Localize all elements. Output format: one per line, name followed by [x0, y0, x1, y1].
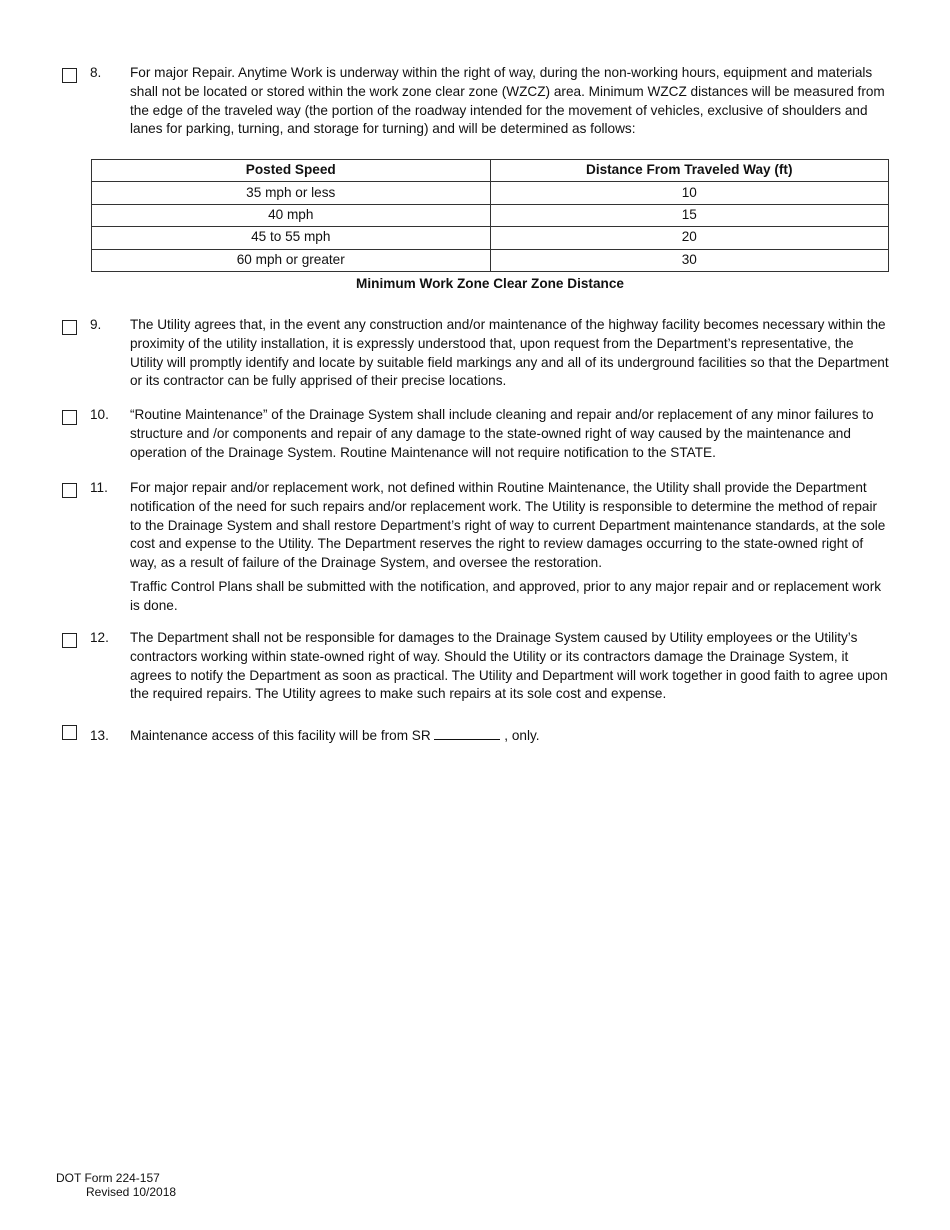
cell-speed: 40 mph [92, 204, 491, 226]
paragraph: The Department shall not be responsible for damages to the Drainage System caused by Utility employees or the Utility’s contractors working within state-owned right of way. Should the Utility or its contractors damage the Drainage System, it agrees to notify the Department as soon as practical. The Utility and Department will work together in good faith to agree upon the required repairs. The Utility agrees to make such repairs at its sole cost and expense. [130, 630, 888, 702]
header-posted-speed: Posted Speed [92, 160, 491, 182]
item-number: 12. [90, 630, 109, 645]
table-row [92, 204, 889, 226]
table-row [92, 249, 889, 271]
paragraph: “Routine Maintenance” of the Drainage System shall include cleaning and repair and/or replacement of any minor failures to structure and /or components and repair of any damage to the state-owned right of way caused by the maintenance and operation of the Drainage System. Routine Maintenance will not require notification to the STATE. [130, 407, 874, 460]
item-text [130, 629, 890, 704]
maintenance-access-text: Maintenance access of this facility will be from SR [130, 728, 431, 743]
table-header-row [92, 160, 889, 182]
checkbox-item-8[interactable] [62, 68, 77, 83]
paragraph: For major repair and/or replacement work, not defined within Routine Maintenance, the Utility shall provide the Department notification of the need for such repairs and/or replacement work. The Utility is responsible to determine the method of repair to the Drainage System and shall restore Department’s right of way to current Department maintenance standards, at the sole cost and expense to the Utility. The Department reserves the right to review damages occurring to the state-owned right of way, as a result of failure of the Drainage System, and oversee the restoration. [130, 480, 886, 571]
cell-speed: 35 mph or less [92, 182, 491, 204]
checkbox-item-12[interactable] [62, 633, 77, 648]
item-number: 11. [90, 480, 108, 495]
item-text [130, 406, 890, 462]
header-distance: Distance From Traveled Way (ft) [490, 160, 889, 182]
clear-zone-table [91, 159, 889, 272]
paragraph: For major Repair. Anytime Work is underway within the right of way, during the non-working hours, equipment and materials shall not be located or stored within the work zone clear zone (WZCZ) area. Minimum WZCZ distances will be measured from the edge of the traveled way (the portion of the roadway intended for the movement of vehicles, exclusive of shoulders and lanes for parking, turning, and storage for turning) and will be determined as follows: [130, 65, 885, 137]
form-number: DOT Form 224-157 [56, 1171, 160, 1185]
cell-distance: 10 [490, 182, 889, 204]
cell-distance: 20 [490, 227, 889, 249]
item-text [130, 64, 890, 139]
item-number: 9. [90, 317, 102, 332]
sr-blank-field[interactable] [434, 727, 500, 740]
form-footer [56, 1171, 176, 1199]
item-text [130, 479, 890, 616]
cell-distance: 30 [490, 249, 889, 271]
revision-date: Revised 10/2018 [86, 1185, 177, 1199]
table-row [92, 182, 889, 204]
table-row [92, 227, 889, 249]
item-text [130, 316, 890, 391]
maintenance-access-suffix: , only. [504, 728, 540, 743]
checkbox-item-13[interactable] [62, 725, 77, 740]
checkbox-item-11[interactable] [62, 483, 77, 498]
cell-speed: 60 mph or greater [92, 249, 491, 271]
cell-distance: 15 [490, 204, 889, 226]
table-caption: Minimum Work Zone Clear Zone Distance [356, 276, 624, 291]
item-text [130, 727, 890, 746]
paragraph: Traffic Control Plans shall be submitted with the notification, and approved, prior to any major repair and or replacement work is done. [130, 578, 882, 613]
checkbox-item-9[interactable] [62, 320, 77, 335]
item-number: 13. [90, 728, 109, 743]
paragraph: The Utility agrees that, in the event any construction and/or maintenance of the highway facility becomes necessary within the proximity of the utility installation, it is expressly understood that, upon request from the Department’s representative, the Utility will promptly identify and locate by suitable field markings any and all of its underground facilities so that the Department or its contractor can be fully apprised of their precise locations. [130, 317, 889, 389]
cell-speed: 45 to 55 mph [92, 227, 491, 249]
item-number: 10. [90, 407, 109, 422]
item-number: 8. [90, 65, 102, 80]
checkbox-item-10[interactable] [62, 410, 77, 425]
